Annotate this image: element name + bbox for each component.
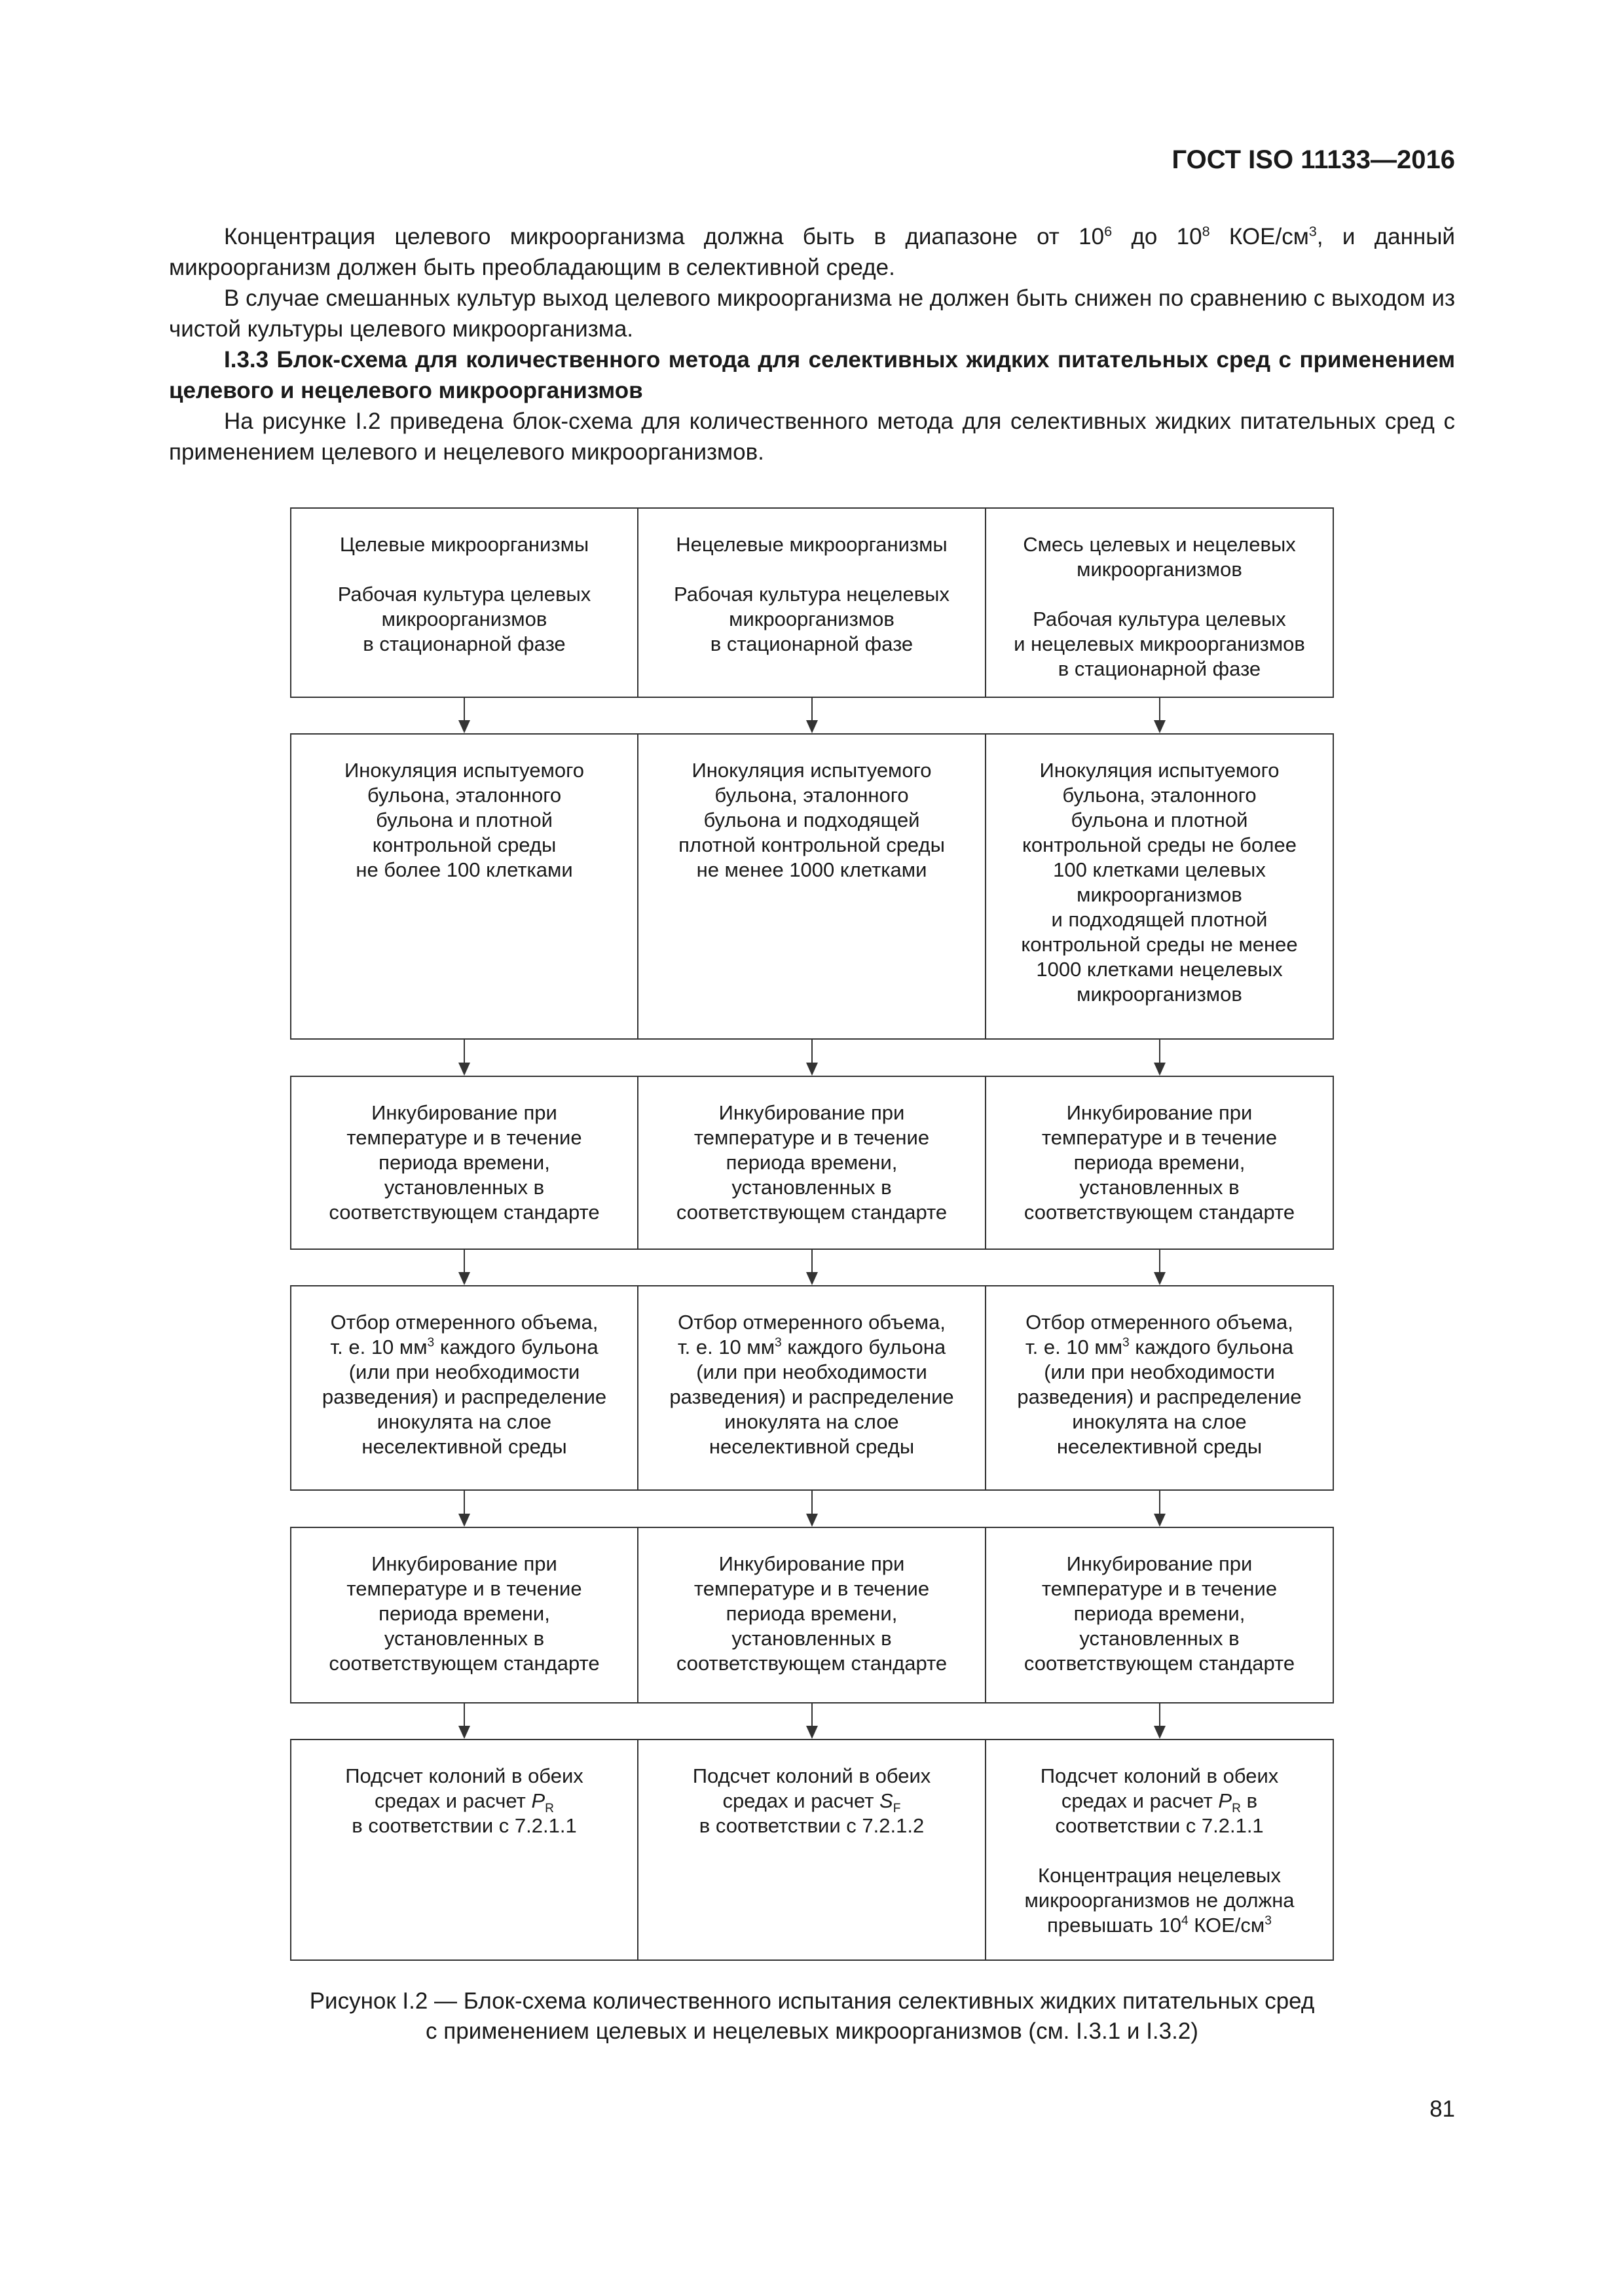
box-text-line: Инкубирование при	[718, 1101, 905, 1124]
box-text-line: Подсчет колоний в обеих	[1040, 1764, 1279, 1787]
box-text-line: соответствующем стандарте	[1024, 1201, 1295, 1224]
box-text-line: бульона и плотной	[1071, 809, 1248, 831]
box-text-line: разведения) и распределение	[322, 1385, 607, 1408]
paragraph: Концентрация целевого микроорганизма должна быть в диапазоне от $10^6$ до $10^8$ КОЕ/$см^3$, и данный микроорганизм должен быть преобладающим в селективной среде.	[169, 223, 1455, 280]
box-text-line: температуре и в течение	[1041, 1577, 1278, 1600]
box-text-line: Отбор отмеренного объема,	[678, 1311, 946, 1334]
box-text-line: Инкубирование при	[371, 1101, 557, 1124]
box-text-line: микроорганизмов не должна	[1024, 1889, 1295, 1912]
box-text-line: контрольной среды не менее	[1021, 933, 1298, 956]
page-number: 81	[1430, 2096, 1455, 2122]
box-text-line: в стационарной фазе	[1058, 657, 1261, 680]
box-text-line: установленных в	[384, 1176, 545, 1199]
box-text-line: Отбор отмеренного объема,	[330, 1311, 599, 1334]
box-text-line: бульона и плотной	[376, 809, 553, 831]
box-text-line: бульона, эталонного	[1062, 784, 1257, 807]
italic-symbol: P	[531, 1789, 545, 1812]
box-text-line: соответствующем стандарте	[1024, 1652, 1295, 1675]
flow-box-r4-c2	[637, 1285, 986, 1491]
box-text-line: температуре и в течение	[693, 1126, 930, 1149]
figure-caption	[169, 1986, 1455, 2047]
box-text-line: периода времени,	[1073, 1151, 1246, 1174]
flow-box-r5-c1	[290, 1527, 638, 1704]
superscript: 3	[775, 1336, 782, 1350]
box-text-line: Концентрация нецелевых	[1038, 1864, 1281, 1887]
box-text-line: микроорганизмов	[1077, 983, 1242, 1006]
box-text-line: микроорганизмов	[1077, 883, 1242, 906]
box-text-line: бульона, эталонного	[367, 784, 562, 807]
superscript: 3	[1308, 223, 1317, 240]
box-text-line: не менее 1000 клетками	[696, 858, 927, 881]
box-text-line: Инокуляция испытуемого	[692, 759, 932, 782]
box-text-line: установленных в	[1079, 1627, 1240, 1650]
flow-box-r1-c2	[637, 507, 986, 698]
box-text-line: т. е. 10 $мм^3$ каждого бульона	[1025, 1336, 1294, 1358]
box-text-line: в стационарной фазе	[363, 632, 566, 655]
box-text-line: Рабочая культура нецелевых	[674, 583, 950, 606]
box-text-line: и нецелевых микроорганизмов	[1014, 632, 1305, 655]
paragraph: В случае смешанных культур выход целевого микроорганизма не должен быть снижен по сравнению с выходом из чистой культуры целевого микроорганизма.	[169, 285, 1455, 342]
superscript: 8	[1202, 223, 1210, 240]
box-text-line: Подсчет колоний в обеих	[692, 1764, 931, 1787]
subscript: R	[545, 1802, 555, 1816]
italic-symbol: S	[879, 1789, 893, 1812]
flow-box-r6-c1	[290, 1739, 638, 1961]
box-text-line: микроорганизмов	[729, 608, 895, 630]
flow-box-r2-c1	[290, 733, 638, 1040]
line-gap	[994, 582, 1325, 607]
section-heading: I.3.3 Блок-схема для количественного метода для селективных жидких питательных сред с применением целевого и нецелевого микроорганизмов	[169, 347, 1455, 403]
box-text-line: (или при необходимости	[696, 1360, 927, 1383]
box-text-line: Инкубирование при	[1066, 1101, 1253, 1124]
box-text-line: не более 100 клетками	[356, 858, 573, 881]
box-text-line: периода времени,	[378, 1151, 550, 1174]
box-text-line: (или при необходимости	[1044, 1360, 1275, 1383]
box-text-line: периода времени,	[1073, 1602, 1246, 1625]
box-text-line: Инокуляция испытуемого	[344, 759, 584, 782]
flow-box-r6-c3	[985, 1739, 1334, 1961]
superscript: 4	[1181, 1914, 1189, 1928]
box-text-line: соответствующем стандарте	[329, 1652, 600, 1675]
document-code: ГОСТ ISO 11133—2016	[1172, 145, 1455, 174]
box-text-line: Подсчет колоний в обеих	[345, 1764, 583, 1787]
flow-box-r3-c3	[985, 1076, 1334, 1250]
flow-box-r6-c2	[637, 1739, 986, 1961]
box-text-line: бульона и подходящей	[703, 809, 920, 831]
box-text-line: контрольной среды не более	[1022, 833, 1297, 856]
box-text-line: соответствии с 7.2.1.1	[1055, 1814, 1264, 1837]
paragraph: На рисунке I.2 приведена блок-схема для количественного метода для селективных жидких питательных сред с применением целевого и нецелевого микроорганизмов.	[169, 409, 1455, 465]
box-text-line: инокулята на слое	[724, 1410, 899, 1433]
box-text-line: неселективной среды	[1056, 1435, 1263, 1458]
flow-box-r2-c3	[985, 733, 1334, 1040]
box-text-line: средах и расчет $S_F$	[722, 1789, 901, 1816]
box-text-line: инокулята на слое	[1072, 1410, 1247, 1433]
line-gap	[646, 557, 977, 582]
box-text-line: 1000 клетками нецелевых	[1036, 958, 1283, 981]
box-text-line: микроорганизмов	[1077, 558, 1242, 581]
box-text-line: в соответствии с 7.2.1.1	[352, 1814, 577, 1837]
box-text-line: и подходящей плотной	[1051, 908, 1268, 931]
box-text-line: неселективной среды	[709, 1435, 915, 1458]
line-gap	[299, 557, 629, 582]
box-text-line: установленных в	[731, 1176, 892, 1199]
box-text-line: температуре и в течение	[693, 1577, 930, 1600]
flow-box-r2-c2	[637, 733, 986, 1040]
superscript: 3	[427, 1336, 435, 1350]
flow-box-r1-c3	[985, 507, 1334, 698]
flow-box-r5-c3	[985, 1527, 1334, 1704]
box-text-line: т. е. 10 $мм^3$ каждого бульона	[677, 1336, 946, 1358]
caption-line: Рисунок I.2 — Блок-схема количественного испытания селективных жидких питательных сред	[309, 1988, 1315, 2014]
box-text-line: Инкубирование при	[1066, 1552, 1253, 1575]
box-text-line: бульона, эталонного	[714, 784, 909, 807]
box-text-line: периода времени,	[726, 1602, 898, 1625]
box-text-line: 100 клетками целевых	[1053, 858, 1266, 881]
box-text-line: в соответствии с 7.2.1.2	[699, 1814, 925, 1837]
box-text-line: в стационарной фазе	[710, 632, 913, 655]
box-text-line: периода времени,	[378, 1602, 550, 1625]
flow-box-r5-c2	[637, 1527, 986, 1704]
box-text-line: разведения) и распределение	[669, 1385, 954, 1408]
caption-line: с применением целевых и нецелевых микроорганизмов (см. I.3.1 и I.3.2)	[426, 2018, 1198, 2044]
box-text-line: инокулята на слое	[377, 1410, 552, 1433]
box-text-line: периода времени,	[726, 1151, 898, 1174]
box-text-line: разведения) и распределение	[1017, 1385, 1302, 1408]
box-text-line: температуре и в течение	[346, 1577, 582, 1600]
box-text-line: плотной контрольной среды	[678, 833, 945, 856]
box-text-line: установленных в	[384, 1627, 545, 1650]
line-gap	[994, 1838, 1325, 1863]
box-text-line: температуре и в течение	[346, 1126, 582, 1149]
box-text-line: средах и расчет $P_R$ в	[1061, 1789, 1258, 1816]
box-text-line: Рабочая культура целевых	[1033, 608, 1286, 630]
superscript: 3	[1264, 1914, 1272, 1928]
superscript: 6	[1104, 223, 1113, 240]
box-text-line: Смесь целевых и нецелевых	[1023, 533, 1296, 556]
box-text-line: Инокуляция испытуемого	[1039, 759, 1280, 782]
box-text-line: установленных в	[731, 1627, 892, 1650]
box-text-line: установленных в	[1079, 1176, 1240, 1199]
flow-box-r4-c1	[290, 1285, 638, 1491]
box-text-line: неселективной среды	[361, 1435, 567, 1458]
flow-box-r3-c2	[637, 1076, 986, 1250]
box-text-line: соответствующем стандарте	[329, 1201, 600, 1224]
box-text-line: Инкубирование при	[371, 1552, 557, 1575]
flow-box-r1-c1	[290, 507, 638, 698]
box-text-line: соответствующем стандарте	[676, 1201, 948, 1224]
superscript: 3	[1122, 1336, 1130, 1350]
subscript: R	[1232, 1802, 1241, 1816]
box-text-line: (или при необходимости	[348, 1360, 580, 1383]
box-text-line: Нецелевые микроорганизмы	[676, 533, 948, 556]
flow-box-r3-c1	[290, 1076, 638, 1250]
box-text-line: соответствующем стандарте	[676, 1652, 948, 1675]
box-text-line: Отбор отмеренного объема,	[1025, 1311, 1293, 1334]
box-text-line: Целевые микроорганизмы	[339, 533, 589, 556]
box-text-line: температуре и в течение	[1041, 1126, 1278, 1149]
subscript: F	[893, 1802, 901, 1816]
box-text-line: Инкубирование при	[718, 1552, 905, 1575]
box-text-line: контрольной среды	[372, 833, 557, 856]
box-text-line: т. е. 10 $мм^3$ каждого бульона	[330, 1336, 599, 1358]
box-text-line: средах и расчет $P_R$	[374, 1789, 555, 1816]
box-text-line: микроорганизмов	[381, 608, 547, 630]
italic-symbol: P	[1218, 1789, 1232, 1812]
box-text-line: превышать $10^4$ КОЕ/$см^3$	[1047, 1914, 1272, 1937]
box-text-line: Рабочая культура целевых	[337, 583, 591, 606]
flow-box-r4-c3	[985, 1285, 1334, 1491]
